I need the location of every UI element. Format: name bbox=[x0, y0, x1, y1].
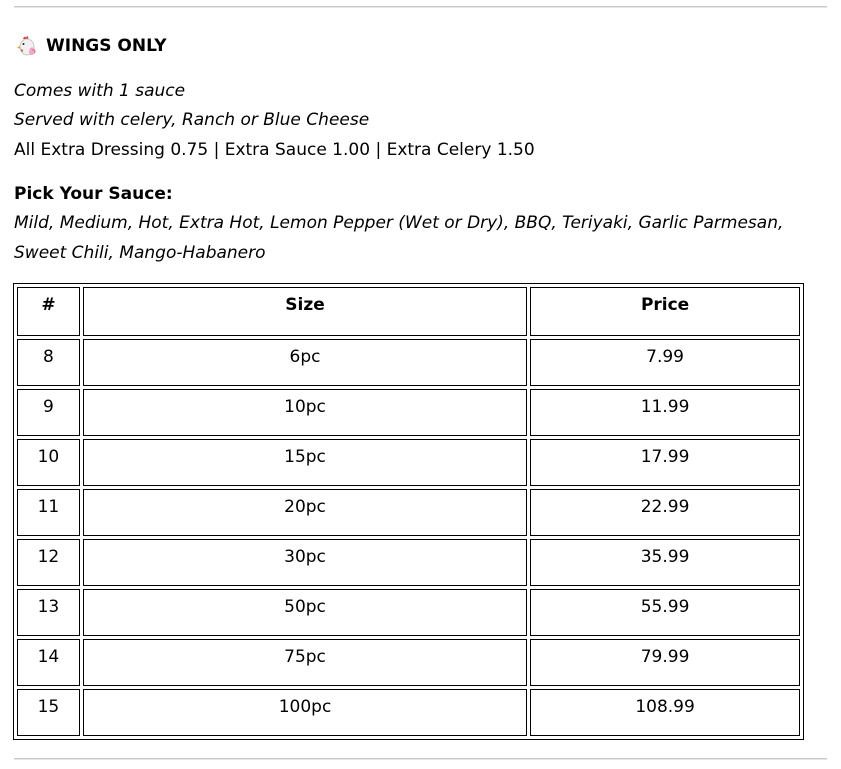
header-price: Price bbox=[530, 287, 800, 336]
sauce-label: Pick Your Sauce: bbox=[14, 184, 173, 204]
table-row bbox=[17, 339, 800, 386]
wings-price-table bbox=[13, 283, 804, 740]
table-row bbox=[17, 639, 800, 686]
item-size: 75pc bbox=[83, 639, 527, 686]
sauce-note: Comes with 1 sauce bbox=[14, 81, 186, 101]
item-number: 14 bbox=[17, 639, 80, 686]
bottom-divider bbox=[14, 758, 827, 760]
item-price: 17.99 bbox=[530, 439, 800, 486]
item-size: 100pc bbox=[83, 689, 527, 736]
item-size: 6pc bbox=[83, 339, 527, 386]
item-size: 50pc bbox=[83, 589, 527, 636]
item-price: 22.99 bbox=[530, 489, 800, 536]
table-row bbox=[17, 539, 800, 586]
table-row bbox=[17, 439, 800, 486]
item-number: 12 bbox=[17, 539, 80, 586]
table-row bbox=[17, 389, 800, 436]
section-heading bbox=[16, 34, 167, 58]
item-number: 10 bbox=[17, 439, 80, 486]
item-number: 13 bbox=[17, 589, 80, 636]
item-price: 79.99 bbox=[530, 639, 800, 686]
item-size: 10pc bbox=[83, 389, 527, 436]
sauce-list-line-2: Sweet Chili, Mango-Habanero bbox=[14, 243, 266, 263]
item-size: 15pc bbox=[83, 439, 527, 486]
item-number: 9 bbox=[17, 389, 80, 436]
item-price: 55.99 bbox=[530, 589, 800, 636]
header-number: # bbox=[17, 287, 80, 336]
item-price: 35.99 bbox=[530, 539, 800, 586]
item-size: 20pc bbox=[83, 489, 527, 536]
section-title: WINGS ONLY bbox=[46, 36, 167, 56]
served-note: Served with celery, Ranch or Blue Cheese bbox=[14, 110, 370, 130]
item-size: 30pc bbox=[83, 539, 527, 586]
item-number: 15 bbox=[17, 689, 80, 736]
table-row bbox=[17, 589, 800, 636]
item-price: 11.99 bbox=[530, 389, 800, 436]
sauce-list-line-1: Mild, Medium, Hot, Extra Hot, Lemon Pepper (Wet or Dry), BBQ, Teriyaki, Garlic Parmesan, bbox=[14, 213, 784, 233]
item-number: 11 bbox=[17, 489, 80, 536]
top-divider bbox=[14, 6, 827, 8]
item-price: 7.99 bbox=[530, 339, 800, 386]
item-price: 108.99 bbox=[530, 689, 800, 736]
header-size: Size bbox=[83, 287, 527, 336]
table-row bbox=[17, 689, 800, 736]
table-header-row bbox=[17, 287, 800, 336]
table-row bbox=[17, 489, 800, 536]
item-number: 8 bbox=[17, 339, 80, 386]
rooster-icon bbox=[16, 34, 40, 58]
extras-note: All Extra Dressing 0.75 | Extra Sauce 1.00 | Extra Celery 1.50 bbox=[14, 140, 535, 160]
